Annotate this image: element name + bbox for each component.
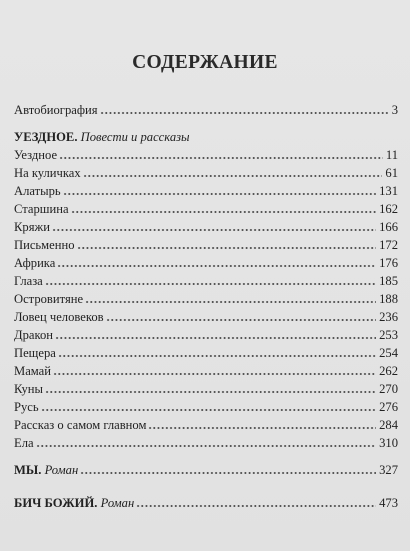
dot-leader: [148, 427, 376, 429]
toc-entry-label: Русь: [14, 400, 39, 414]
toc-entry-label: Рассказ о самом главном: [14, 418, 147, 432]
dot-leader: [85, 301, 376, 303]
toc-entry-label: Старшина: [14, 202, 69, 216]
toc-entry[interactable]: [14, 217, 398, 235]
toc-entry[interactable]: [14, 325, 398, 343]
toc-entry-page: 262: [379, 364, 398, 378]
section-heading-uezdnoe: [14, 129, 398, 145]
toc-entry-label: Алатырь: [14, 184, 61, 198]
toc-entry[interactable]: [14, 163, 398, 181]
toc-entry[interactable]: [14, 235, 398, 253]
toc-entry[interactable]: [14, 433, 398, 451]
toc-entry[interactable]: [14, 379, 398, 397]
toc-entry[interactable]: [14, 397, 398, 415]
toc-entry-page: 166: [379, 220, 398, 234]
toc-entry-label: На куличках: [14, 166, 81, 180]
dot-leader: [77, 247, 377, 249]
toc-entry-page: 284: [379, 418, 398, 432]
dot-leader: [80, 472, 376, 474]
toc-entry-page: 176: [379, 256, 398, 270]
toc-entry[interactable]: [14, 253, 398, 271]
dot-leader: [71, 211, 377, 213]
toc-entry[interactable]: [14, 415, 398, 433]
toc-entry[interactable]: [14, 343, 398, 361]
toc-entry-label: Куны: [14, 382, 43, 396]
toc-entry[interactable]: [14, 271, 398, 289]
toc-entry-title: БИЧ БОЖИЙ.: [14, 496, 98, 510]
toc-entry-label: Письменно: [14, 238, 75, 252]
toc-entry-page: 162: [379, 202, 398, 216]
dot-leader: [53, 373, 376, 375]
toc-entry-page: 11: [385, 148, 398, 162]
page-title: СОДЕРЖАНИЕ: [132, 52, 278, 73]
toc-entry-page: 172: [379, 238, 398, 252]
dot-leader: [59, 157, 383, 159]
toc-entry-label: [14, 462, 80, 478]
toc-entry-page: 188: [379, 292, 398, 306]
toc-entry-genre: Роман: [100, 496, 135, 510]
dot-leader: [83, 175, 383, 177]
dot-leader: [45, 391, 376, 393]
toc-entry-page: 236: [379, 310, 398, 324]
toc-entry[interactable]: [14, 199, 398, 217]
toc-entry-page: 270: [379, 382, 398, 396]
toc-entry-label: Островитяне: [14, 292, 84, 306]
toc-entry-page: 3: [391, 103, 398, 117]
toc-entry-label: Автобиография: [14, 103, 98, 117]
dot-leader: [41, 409, 376, 411]
toc-entry-page: 254: [379, 346, 398, 360]
toc-entry-page: 327: [379, 463, 398, 477]
toc-entry-label: Африка: [14, 256, 56, 270]
dot-leader: [45, 283, 376, 285]
toc-entry-label: Мамай: [14, 364, 52, 378]
toc-entry-autobiography[interactable]: [14, 100, 398, 118]
toc-entry-bich-bozhiy[interactable]: [14, 493, 398, 511]
toc-entry-label: Кряжи: [14, 220, 50, 234]
toc-entry-label: Пещера: [14, 346, 56, 360]
toc-entry-title: МЫ.: [14, 463, 42, 477]
toc-entry-page: 131: [379, 184, 398, 198]
toc-entry-page: 310: [379, 436, 398, 450]
dot-leader: [63, 193, 376, 195]
toc-entry-label: Уездное: [14, 148, 58, 162]
toc-entry[interactable]: [14, 289, 398, 307]
toc-entry-label: Ловец человеков: [14, 310, 104, 324]
section-heading-subtitle: Повести и рассказы: [80, 130, 190, 144]
toc-entry-label: Дракон: [14, 328, 53, 342]
toc-entry[interactable]: [14, 361, 398, 379]
dot-leader: [52, 229, 376, 231]
toc-entry-label: Глаза: [14, 274, 43, 288]
toc-entry-my[interactable]: [14, 460, 398, 478]
toc-entry-page: 61: [385, 166, 398, 180]
toc-entry[interactable]: [14, 307, 398, 325]
dot-leader: [136, 505, 376, 507]
dot-leader: [55, 337, 376, 339]
toc-entry-page: 276: [379, 400, 398, 414]
toc-entry-page: 185: [379, 274, 398, 288]
section-heading-title: УЕЗДНОЕ.: [14, 130, 78, 144]
dot-leader: [106, 319, 377, 321]
toc-entry-label: [14, 495, 136, 511]
toc-entry[interactable]: [14, 181, 398, 199]
dot-leader: [36, 445, 377, 447]
toc-entry[interactable]: [14, 145, 398, 163]
dot-leader: [58, 355, 376, 357]
dot-leader: [57, 265, 376, 267]
toc-entry-page: 473: [379, 496, 398, 510]
toc-entry-genre: Роман: [44, 463, 79, 477]
toc-entry-label: Ела: [14, 436, 34, 450]
dot-leader: [100, 112, 389, 114]
toc-entry-page: 253: [379, 328, 398, 342]
